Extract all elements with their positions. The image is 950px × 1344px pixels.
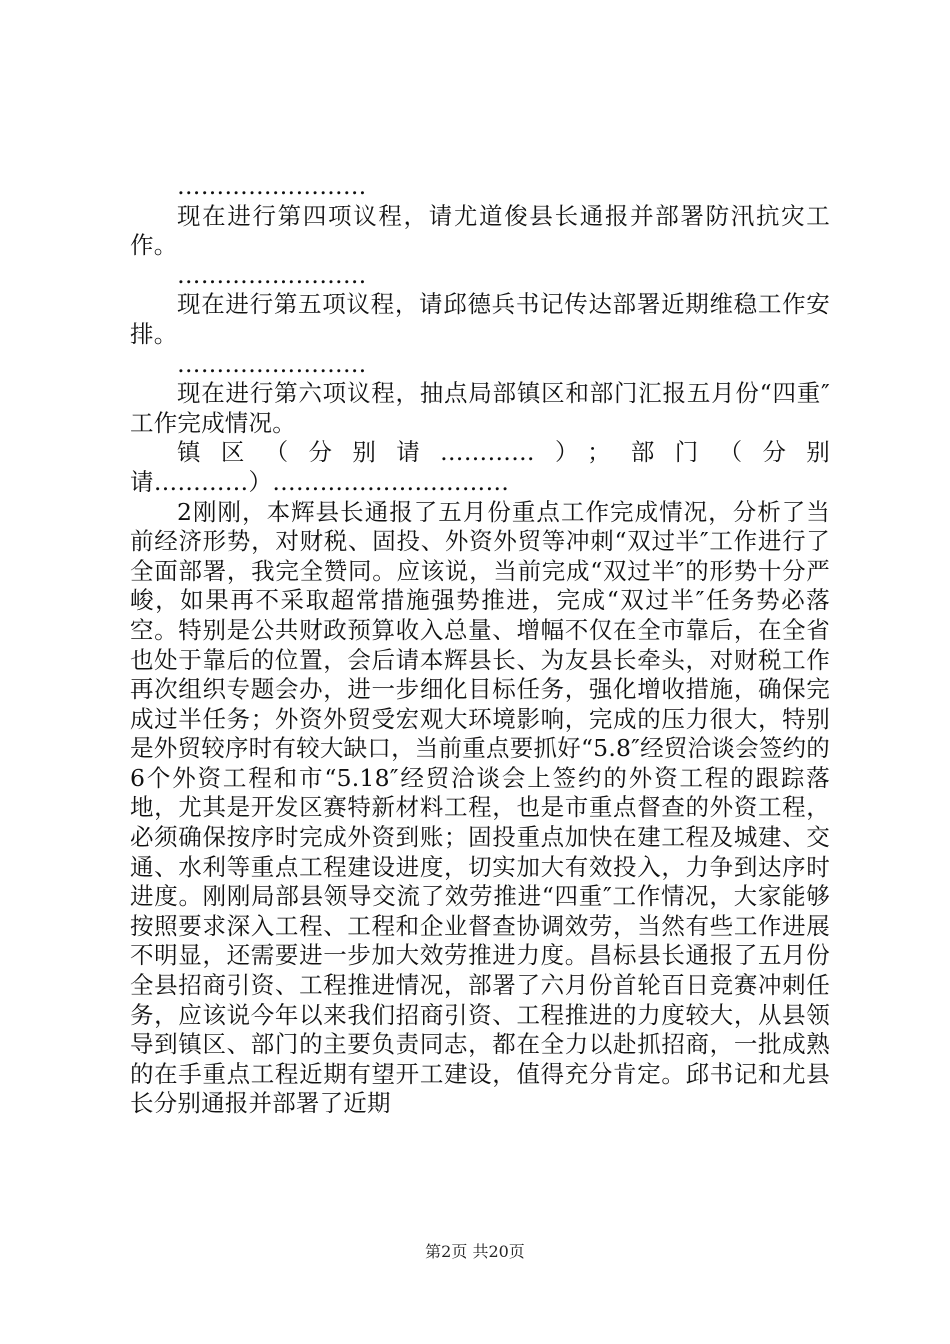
speech-paragraph: 2刚刚，本辉县长通报了五月份重点工作完成情况，分析了当前经济形势，对财税、固投、外资外贸等冲刺“双过半″工作进行了全面部署，我完全赞同。应该说，当前完成“双过半″的形势十分严峻，如果再不采取超常措施强势推进，完成“双过半″任务势必落空。特别是公共财政预算收入总量、增幅不仅在全市靠后，在全省也处于靠后的位置，会后请本辉县长、为友县长牵头，对财税工作再次组织专题会办，进一步细化目标任务，强化增收措施，确保完成过半任务；外资外贸受宏观大环境影响，完成的压力很大，特别是外贸较序时有较大缺口，当前重点要抓好“5.8″经贸洽谈会签约的6个外资工程和市“5.18″经贸洽谈会上签约的外资工程的跟踪落地，尤其是开发区赛特新材料工程，也是市重点督查的外资工程，必须确保按序时完成外资到账；固投重点加快在建工程及城建、交通、水利等重点工程建设进度，切实加大有效投入，力争到达序时进度。刚刚局部县领导交流了效劳推进“四重″工作情况，大家能够按照要求深入工程、工程和企业督查协调效劳，当然有些工作进展不明显，还需要进一步加大效劳推进力度。昌标县长通报了五月份全县招商引资、工程推进情况，部署了六月份首轮百日竞赛冲刺任务，应该说今年以来我们招商引资、工程推进的力度较大，从县领导到镇区、部门的主要负责同志，都在全力以赴抓招商，一批成熟的在手重点工程近期有望开工建设，值得充分肯定。邱书记和尤县长分别通报并部署了近期 xyxy=(130,497,830,1118)
document-body xyxy=(130,172,830,1119)
agenda-item-4: 现在进行第四项议程，请尤道俊县长通报并部署防汛抗灾工作。 xyxy=(130,201,830,260)
ellipsis-line: …………………… xyxy=(177,260,367,289)
agenda-item-5: 现在进行第五项议程，请邱德兵书记传达部署近期维稳工作安排。 xyxy=(130,290,830,348)
report-placeholder: 镇区（分别请…………）；部门（分别请…………）………………………… xyxy=(130,438,830,496)
agenda-item-6: 现在进行第六项议程，抽点局部镇区和部门汇报五月份“四重″工作完成情况。 xyxy=(130,379,830,437)
ellipsis-line: …………………… xyxy=(177,349,367,378)
ellipsis-line: …………………… xyxy=(177,172,367,200)
page-number-footer: 第2页 共20页 xyxy=(425,1242,525,1261)
